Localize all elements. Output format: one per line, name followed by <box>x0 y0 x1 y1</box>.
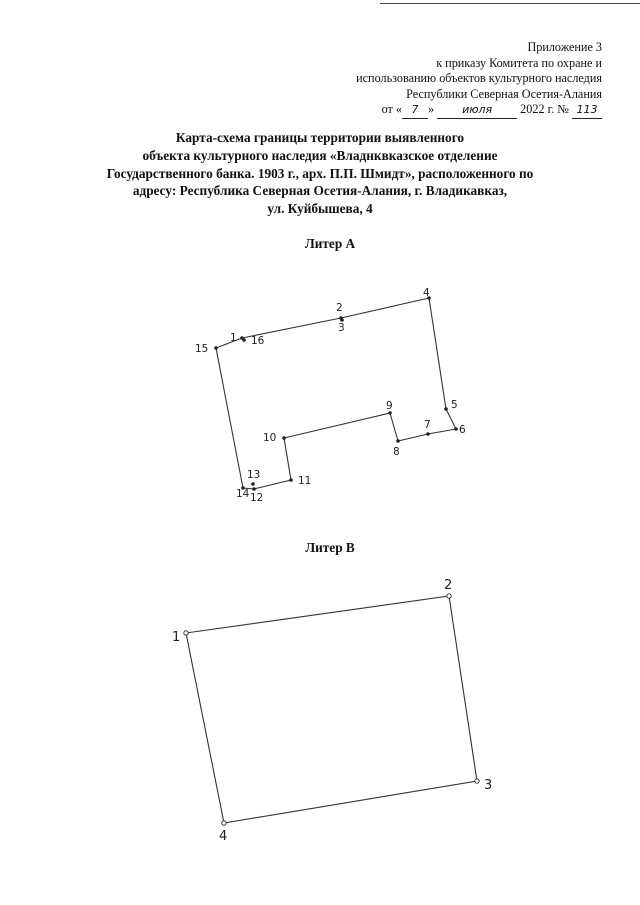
liter-a-vertex <box>444 407 448 411</box>
liter-b-heading: Литер В <box>305 540 355 555</box>
liter-a-map <box>195 287 466 504</box>
appendix-title: Приложение 3 <box>527 40 602 54</box>
appendix-republic-line: Республики Северная Осетия-Алания <box>406 86 602 101</box>
liter-a-vertex <box>242 338 246 342</box>
liter-a-point-label: 5 <box>451 399 458 411</box>
date-mid: » <box>427 102 435 116</box>
order-number: 113 <box>572 102 602 119</box>
date-month: июля <box>437 102 517 119</box>
liter-a-vertex <box>214 346 218 350</box>
liter-b-point-label: 4 <box>219 829 228 844</box>
liter-a-point-label: 11 <box>298 475 312 487</box>
liter-b-boundary <box>186 596 477 823</box>
liter-b-point-label: 2 <box>444 578 453 593</box>
liter-a-point-label: 13 <box>247 469 261 481</box>
liter-a-heading: Литер А <box>304 236 356 251</box>
liter-a-point-label: 7 <box>424 419 431 431</box>
liter-a-point-label: 3 <box>338 322 345 334</box>
liter-b-vertex <box>184 631 188 635</box>
liter-a-point-label: 10 <box>263 432 277 444</box>
liter-a-labels <box>195 287 466 504</box>
liter-a-point-label: 8 <box>393 446 400 458</box>
liter-b-map <box>172 578 492 844</box>
appendix-order-line: к приказу Комитета по охране и <box>436 55 602 70</box>
liter-a-vertex <box>282 436 286 440</box>
title-line-3: Государственного банка. 1903 г., арх. П.П. Шмидт», расположенного по <box>106 165 534 181</box>
date-year: 2022 г. № <box>520 102 569 116</box>
liter-a-vertices <box>214 296 458 491</box>
liter-a-point-label: 15 <box>195 343 209 355</box>
title-line-5: ул. Куйбышева, 4 <box>267 201 373 217</box>
title-line-4: адресу: Республика Северная Осетия-Алания, г. Владикавказ, <box>132 183 508 199</box>
liter-a-vertex <box>289 478 293 482</box>
date-day: 7 <box>402 102 428 119</box>
liter-a-vertex <box>454 427 458 431</box>
date-prefix: от « <box>381 102 402 116</box>
liter-b-vertex <box>222 821 226 825</box>
liter-a-vertex <box>252 487 256 491</box>
liter-a-vertex <box>251 482 255 486</box>
liter-b-vertex <box>475 779 479 783</box>
liter-a-point-label: 12 <box>250 492 264 504</box>
title-line-2: объекта культурного наследия «Владнквказское отделение <box>142 147 498 163</box>
liter-b-vertex <box>447 594 451 598</box>
liter-a-boundary <box>216 298 456 489</box>
liter-a-point-label: 9 <box>386 400 393 412</box>
liter-a-point-label: 14 <box>236 488 250 500</box>
liter-a-point-label: 16 <box>251 335 265 347</box>
liter-a-vertex <box>396 439 400 443</box>
liter-a-point-label: 2 <box>336 302 343 314</box>
liter-b-vertices <box>184 594 479 825</box>
liter-a-point-label: 4 <box>423 287 430 299</box>
liter-a-point-label: 6 <box>459 424 466 436</box>
liter-b-point-label: 3 <box>484 778 493 793</box>
liter-b-point-label: 1 <box>172 630 181 645</box>
appendix-committee-line: использованию объектов культурного наследия <box>356 71 602 85</box>
liter-a-point-label: 1 <box>230 332 237 344</box>
title-line-1: Карта-схема границы территории выявленного <box>175 130 465 145</box>
liter-a-vertex <box>426 432 430 436</box>
